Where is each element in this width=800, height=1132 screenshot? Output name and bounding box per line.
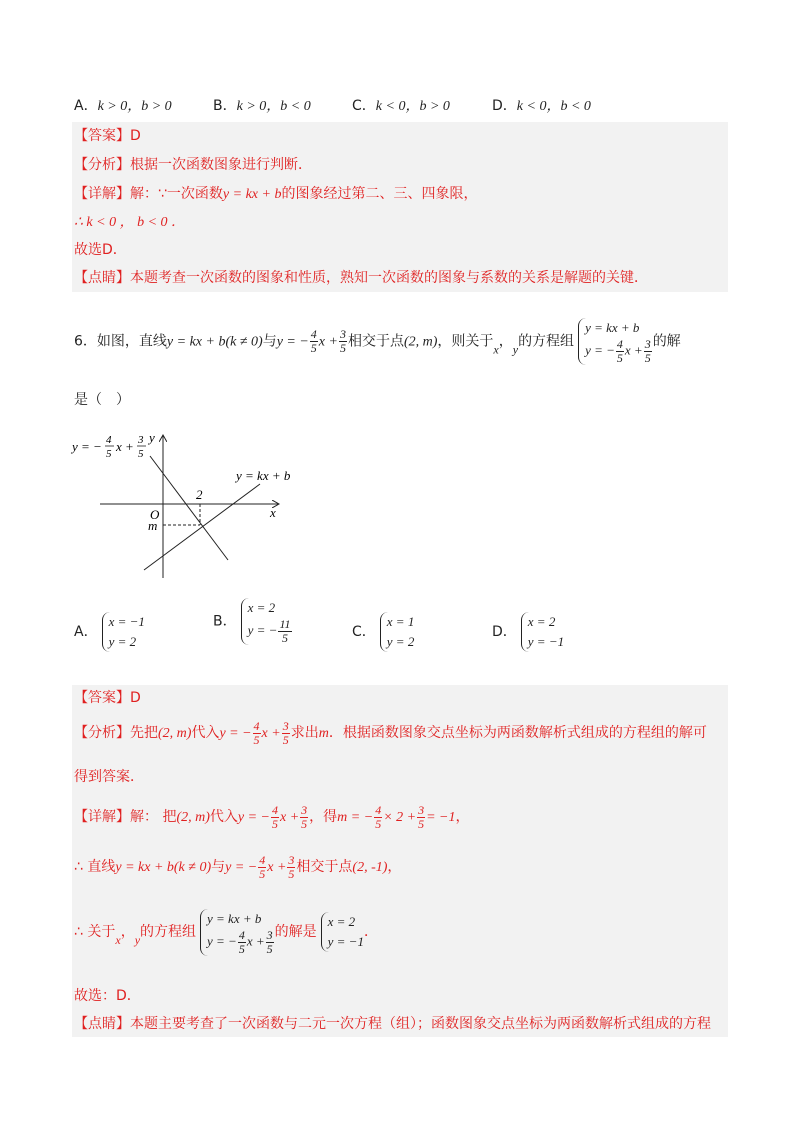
q5-detail: 【详解】解：∵一次函数y = kx + b的图象经过第二、三、四象限，: [74, 186, 478, 202]
q6-option-a: A． x = −1 y = 2: [74, 612, 145, 652]
q6-detail-line3: ∴ 关于x，y的方程组 y = kx + b y = − $\frac{4}{5}$ x + $\frac{3}{5}$ 的解是 x = 2 y = −1 ．: [74, 910, 378, 956]
q5-solution-block: [72, 122, 728, 292]
q5-option-c: C．k < 0，b > 0: [352, 98, 450, 114]
q5-option-d: D．k < 0，b < 0: [492, 98, 591, 114]
line-y-neg4-5x: [150, 456, 228, 560]
q6-option-c: C． x = 1 y = 2: [352, 612, 414, 652]
graph-label-y: y: [149, 430, 155, 445]
q6-analysis-end: 得到答案．: [74, 769, 144, 785]
q6-detail-line1: 【详解】解： 把(2, m)代入y = − $\frac{4}{5}$ x + $\frac{3}{5}$ ，得m = − $\frac{4}{5}$ × 2 + $\frac{3}{5}$ = −1，: [74, 802, 470, 831]
q6-analysis: 【分析】先把(2, m)代入y = − $\frac{4}{5}$ x + $\frac{3}{5}$ 求出m．根据函数图象交点坐标为两函数解析式组成的方程组的解可: [74, 718, 707, 747]
q5-option-b: B．k > 0，b < 0: [213, 98, 311, 114]
q6-comment: 【点睛】本题主要考查了一次函数与二元一次方程（组）；函数图象交点坐标为两函数解析式组成的方程: [74, 1016, 711, 1032]
q5-comment: 【点睛】本题考查一次函数的图象和性质，熟知一次函数的图象与系数的关系是解题的关键．: [74, 270, 648, 286]
q6-choose: 故选：D．: [74, 988, 141, 1004]
q6-detail-line2: ∴ 直线y = kx + b(k ≠ 0)与y = − $\frac{4}{5}$ x + $\frac{3}{5}$ 相交于点(2, -1)，: [74, 852, 402, 881]
q6-stem: 6．如图，直线y = kx + b(k ≠ 0)与y = − $\frac{4}{5}$ x + $\frac{3}{5}$ 相交于点(2, m)，则关于x，y的方程组 y = kx + b y = − $\frac{4}{5}$ x + $\frac{3}{5}$ 的解: [74, 320, 681, 365]
graph-label-line1: y = kx + b: [236, 468, 290, 483]
q5-therefore: ∴ k < 0 ， b < 0 ．: [74, 215, 186, 230]
q6-option-b: B． x = 2 y = − $\frac{11}{5}$: [213, 600, 291, 645]
q5-answer: 【答案】D: [74, 128, 141, 144]
q6-detail-solution: x = 2 y = −1: [321, 912, 364, 952]
graph-label-line2-x: x +: [116, 439, 134, 454]
q6-option-d: D． x = 2 y = −1: [492, 612, 564, 652]
graph-label-2: 2: [196, 487, 203, 502]
q5-option-a: A．k > 0，b > 0: [74, 98, 172, 114]
q5-analysis: 【分析】根据一次函数图象进行判断．: [74, 157, 312, 173]
graph-frac-4: 4: [106, 434, 112, 446]
q6-graph: [70, 428, 290, 588]
graph-frac-5a: 5: [106, 448, 112, 460]
graph-frac-5b: 5: [138, 448, 144, 460]
graph-label-line2: y = −: [72, 439, 102, 454]
graph-label-x: x: [270, 505, 276, 520]
q6-stem-end: 是（ ）: [74, 392, 130, 408]
q6-system: y = kx + b y = − $\frac{4}{5}$ x + $\frac{3}{5}$: [578, 318, 653, 365]
graph-frac-3: 3: [138, 434, 144, 446]
graph-label-m: m: [148, 518, 158, 533]
q6-detail-system: y = kx + b y = − $\frac{4}{5}$ x + $\frac{3}{5}$: [200, 909, 275, 956]
graph-label-origin: O: [150, 507, 160, 522]
q5-choose: 故选D．: [74, 242, 127, 258]
q6-answer: 【答案】D: [74, 690, 141, 706]
